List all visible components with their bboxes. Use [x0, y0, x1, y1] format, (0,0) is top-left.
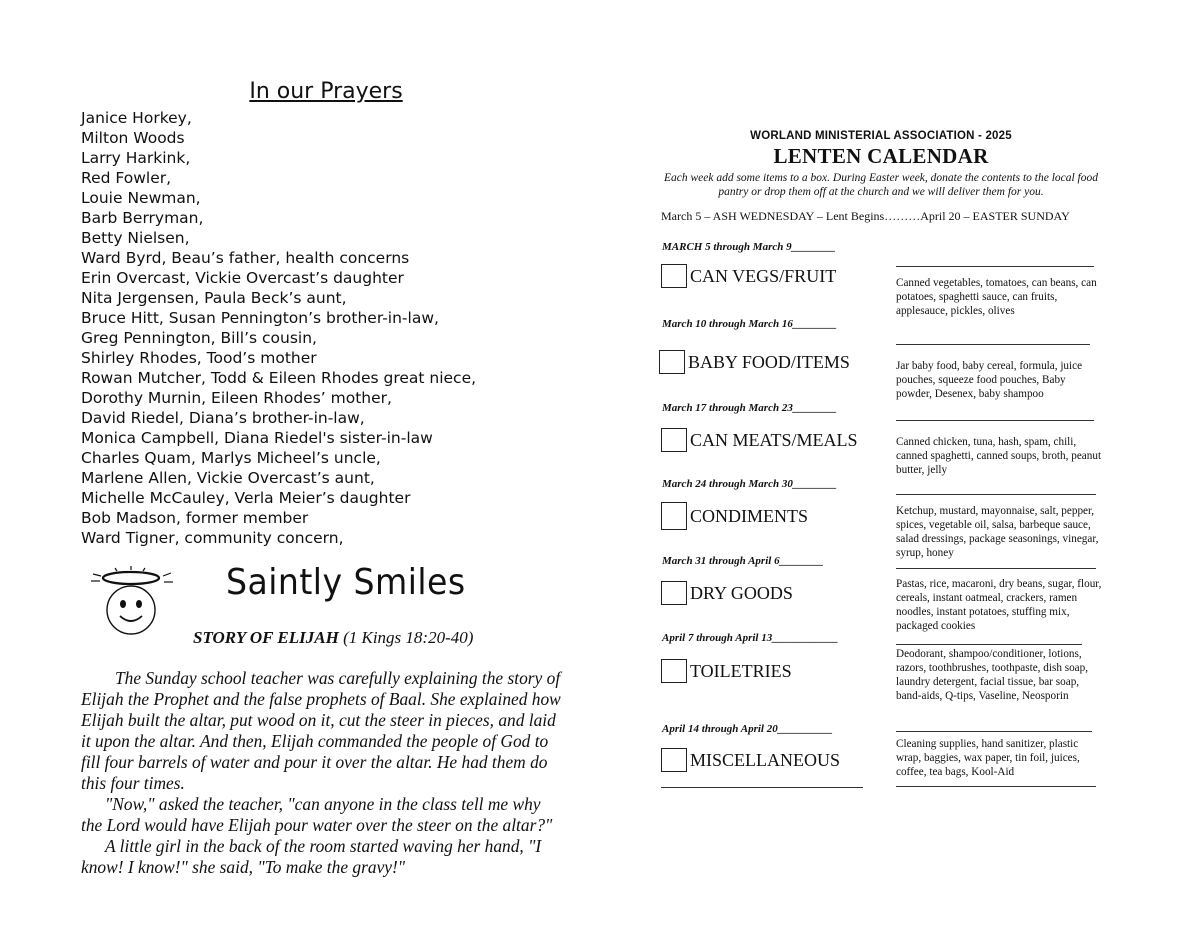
divider	[896, 568, 1096, 569]
divider	[896, 420, 1094, 421]
prayer-name: David Riedel, Diana’s brother-in-law,	[81, 409, 365, 427]
prayer-name: Marlene Allen, Vickie Overcast’s aunt,	[81, 469, 375, 487]
calendar-instructions: Each week add some items to a box. During Easter week, donate the contents to the local food pantry or drop them off at the church and we will deliver them for you.	[663, 172, 1099, 198]
prayer-name: Nita Jergensen, Paula Beck’s aunt,	[81, 289, 347, 307]
prayer-name: Ward Tigner, community concern,	[81, 529, 344, 547]
week-label: March 31 through April 6________	[662, 555, 824, 567]
category-row	[661, 748, 840, 772]
category-row	[661, 264, 836, 288]
prayer-name: Milton Woods	[81, 129, 185, 147]
checkbox[interactable]	[661, 428, 687, 452]
story-title	[193, 628, 473, 648]
angel-face-icon	[85, 566, 177, 638]
divider	[896, 644, 1082, 645]
category-label: CONDIMENTS	[690, 505, 809, 526]
prayer-name: Bruce Hitt, Susan Pennington’s brother-in-law,	[81, 309, 439, 327]
prayers-title: In our Prayers	[249, 79, 403, 104]
prayer-name: Monica Campbell, Diana Riedel's sister-in-law	[81, 429, 433, 447]
week-label: April 7 through April 13____________	[662, 632, 839, 644]
story-body	[81, 668, 565, 878]
category-row	[659, 350, 850, 374]
prayer-name: Dorothy Murnin, Eileen Rhodes’ mother,	[81, 389, 392, 407]
category-label: CAN MEATS/MEALS	[690, 429, 858, 450]
prayer-name: Barb Berryman,	[81, 209, 204, 227]
divider	[896, 786, 1096, 787]
category-items: Ketchup, mustard, mayonnaise, salt, pepper, spices, vegetable oil, salsa, barbeque sauce, salad dressings, package seasonings, vinegar, syrup, honey	[896, 505, 1099, 559]
story-reference: (1 Kings 18:20-40)	[338, 628, 474, 647]
prayer-name: Michelle McCauley, Verla Meier’s daughter	[81, 489, 411, 507]
story-paragraph: "Now," asked the teacher, "can anyone in the class tell me why the Lord would have Elijah pour water over the steer on the altar?"	[81, 794, 553, 835]
checkbox[interactable]	[661, 264, 687, 288]
story-paragraph: A little girl in the back of the room started waving her hand, "I know! I know!" she said, "To make the gravy!"	[81, 836, 542, 877]
week-label: March 10 through March 16________	[662, 318, 837, 330]
category-label: MISCELLANEOUS	[690, 749, 841, 770]
divider	[896, 731, 1092, 732]
saintly-smiles-title: Saintly Smiles	[226, 562, 466, 603]
association-name: WORLAND MINISTERIAL ASSOCIATION - 2025	[750, 130, 1012, 142]
divider	[896, 494, 1096, 495]
category-row	[661, 502, 808, 530]
category-label: CAN VEGS/FRUIT	[690, 265, 837, 286]
prayer-name: Bob Madson, former member	[81, 509, 309, 527]
category-row	[661, 659, 792, 683]
prayer-name: Ward Byrd, Beau’s father, health concerns	[81, 249, 410, 267]
category-row	[661, 428, 858, 452]
checkbox[interactable]	[659, 350, 685, 374]
story-title-bold: STORY OF ELIJAH	[193, 628, 339, 647]
prayer-name: Larry Harkink,	[81, 149, 191, 167]
checkbox[interactable]	[661, 581, 687, 605]
checkbox[interactable]	[661, 502, 687, 530]
prayer-name: Louie Newman,	[81, 189, 201, 207]
prayer-name: Red Fowler,	[81, 169, 172, 187]
prayer-name: Greg Pennington, Bill’s cousin,	[81, 329, 317, 347]
story-paragraph: The Sunday school teacher was carefully explaining the story of Elijah the Prophet and the false prophets of Baal. She explained how Elijah built the altar, put wood on it, cut the steer in pieces, and laid it upon the altar. And then, Elijah commanded the people of God to fill four barrels of water and pour it over the altar. He had them do this four times.	[81, 668, 561, 793]
checkbox[interactable]	[661, 659, 687, 683]
category-items: Canned chicken, tuna, hash, spam, chili, canned spaghetti, canned soups, broth, peanut butter, jelly	[896, 436, 1102, 476]
prayer-name: Shirley Rhodes, Tood’s mother	[81, 349, 317, 367]
category-items: Canned vegetables, tomatoes, can beans, can potatoes, spaghetti sauce, can fruits, applesauce, pickles, olives	[896, 277, 1097, 317]
week-label: April 14 through April 20__________	[662, 723, 833, 735]
category-items: Jar baby food, baby cereal, formula, juice pouches, squeeze food pouches, Baby powder, Desenex, baby shampoo	[896, 360, 1083, 400]
category-label: DRY GOODS	[690, 582, 793, 603]
category-items: Pastas, rice, macaroni, dry beans, sugar, flour, cereals, instant oatmeal, crackers, ramen noodles, instant potatoes, stuffing mix, packaged cookies	[896, 578, 1102, 632]
category-label: BABY FOOD/ITEMS	[688, 351, 850, 372]
week-label: March 17 through March 23________	[662, 402, 837, 414]
category-row	[661, 581, 793, 605]
prayers-section	[81, 78, 581, 548]
prayer-name: Charles Quam, Marlys Micheel’s uncle,	[81, 449, 381, 467]
category-items: Cleaning supplies, hand sanitizer, plastic wrap, baggies, wax paper, tin foil, juices, coffee, tea bags, Kool-Aid	[896, 738, 1080, 778]
category-label: TOILETRIES	[690, 660, 792, 681]
prayer-name: Rowan Mutcher, Todd & Eileen Rhodes great niece,	[81, 369, 477, 387]
week-label: MARCH 5 through March 9________	[662, 241, 836, 253]
divider	[896, 266, 1094, 267]
category-items: Deodorant, shampoo/conditioner, lotions, razors, toothbrushes, toothpaste, dish soap, laundry detergent, facial tissue, bar soap, band-aids, Q-tips, Vaseline, Neosporin	[896, 648, 1089, 702]
lenten-calendar	[656, 130, 1106, 224]
calendar-title: LENTEN CALENDAR	[773, 144, 989, 168]
week-label: March 24 through March 30________	[662, 478, 837, 490]
lent-dates: March 5 – ASH WEDNESDAY – Lent Begins………April 20 – EASTER SUNDAY	[661, 209, 1070, 223]
checkbox[interactable]	[661, 748, 687, 772]
prayer-list	[81, 108, 581, 548]
prayer-name: Erin Overcast, Vickie Overcast’s daughter	[81, 269, 404, 287]
divider	[896, 344, 1090, 345]
prayer-name: Janice Horkey,	[81, 109, 192, 127]
divider	[661, 787, 863, 788]
prayer-name: Betty Nielsen,	[81, 229, 190, 247]
